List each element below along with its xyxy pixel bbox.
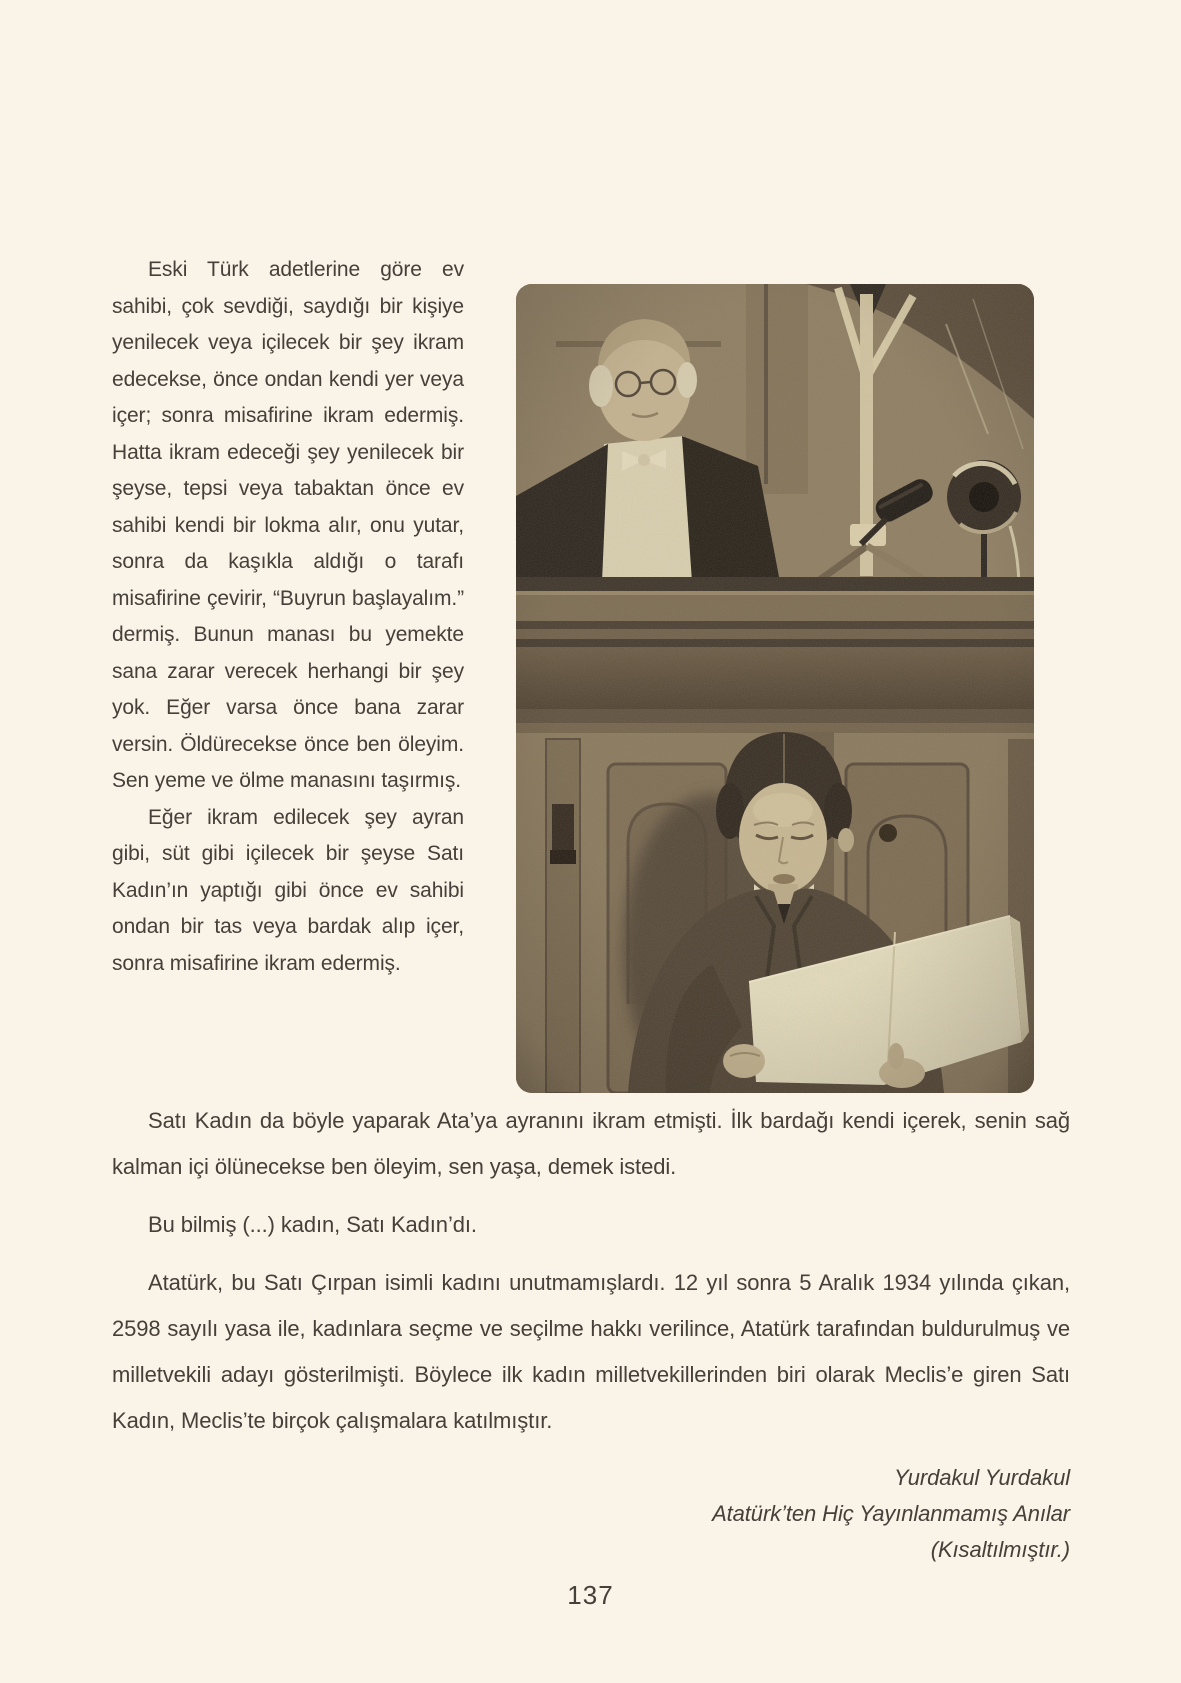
body-paragraph: Bu bilmiş (...) kadın, Satı Kadın’dı. (148, 1212, 477, 1237)
page-number: 137 (567, 1580, 614, 1610)
body-text-block (112, 1098, 1070, 1568)
parliament-photo (516, 284, 1034, 1093)
story-paragraph: Eğer ikram edilecek şey ayran gibi, süt gibi içilecek bir şeyse Satı Kadın’ın yaptığı gibi önce ev sahibi ondan bir tas veya bardak alıp içer, sonra misafirine ikram edermiş. (112, 805, 464, 975)
story-paragraph: Eski Türk adetlerine göre ev sahibi, çok sevdiği, saydığı bir kişiye yenilecek veya içilecek bir şey ikram edecekse, önce ondan kendi yer veya içer; sonra misafirine ikram edermiş. Hatta ikram edeceği şey yenilecek bir şeyse, tepsi veya tabaktan önce ev sahibi kendi bir lokma alır, onu yutar, sonra da kaşıkla aldığı o tarafı misafirine çevirir, “Buyrun başlayalım.” dermiş. Bunun manası bu yemekte sana zarar verecek herhangi bir şey yok. Eğer varsa önce bana zarar versin. Öldürecekse önce ben öleyim. Sen yeme ve ölme manasını taşırmış. (112, 258, 464, 792)
attribution-source: Atatürk’ten Hiç Yayınlanmamış Anılar (712, 1501, 1070, 1526)
story-left-column (112, 252, 464, 982)
photo-grain (516, 284, 1034, 1093)
attribution-note: (Kısaltılmıştır.) (930, 1537, 1070, 1562)
attribution-block (112, 1460, 1070, 1568)
body-paragraph: Satı Kadın da böyle yaparak Ata’ya ayranını ikram etmişti. İlk bardağı kendi içerek, senin sağ kalman içi ölünecekse ben öleyim, sen yaşa, demek istedi. (112, 1108, 1070, 1179)
attribution-author: Yurdakul Yurdakul (893, 1465, 1070, 1490)
body-paragraph: Atatürk, bu Satı Çırpan isimli kadını unutmamışlardı. 12 yıl sonra 5 Aralık 1934 yılında çıkan, 2598 sayılı yasa ile, kadınlara seçme ve seçilme hakkı verilince, Atatürk tarafından buldurulmuş ve milletvekili adayı gösterilmişti. Böylece ilk kadın milletvekillerinden biri olarak Meclis’e giren Satı Kadın, Meclis’te birçok çalışmalara katılmıştır. (112, 1270, 1070, 1433)
